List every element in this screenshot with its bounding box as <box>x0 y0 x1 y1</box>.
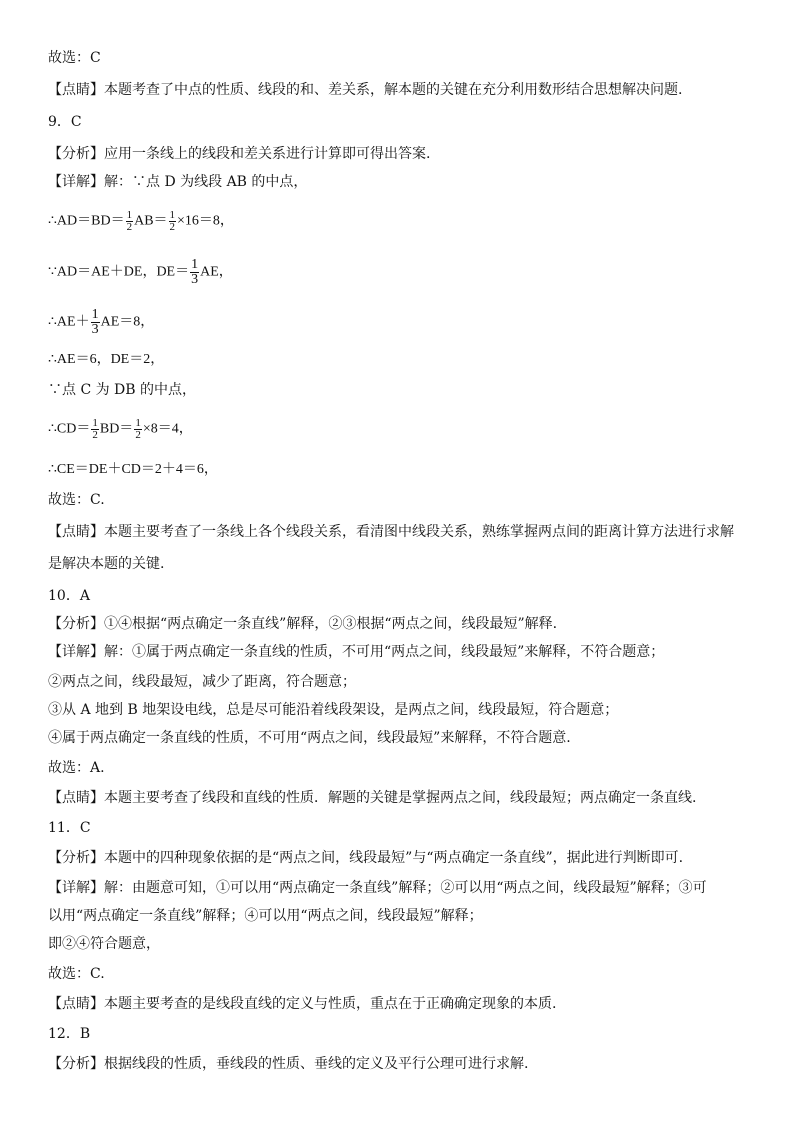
denominator: 2 <box>169 221 176 233</box>
denominator: 3 <box>191 272 199 287</box>
numerator: 1 <box>169 209 176 221</box>
question-number-11: 11．C <box>48 820 91 836</box>
equation-text: AE＝8， <box>100 314 155 330</box>
fraction <box>169 210 177 233</box>
equation-text: ×8＝4， <box>142 421 193 437</box>
fraction <box>190 258 199 287</box>
analysis-line: 【分析】①④根据“两点确定一条直线”解释，②③根据“两点之间，线段最短”解释. <box>48 616 558 632</box>
detail-line: 【详解】解：∵点 D 为线段 AB 的中点， <box>48 174 308 190</box>
comment-line: 【点睛】本题主要考查了一条线上各个线段关系，看清图中线段关系，熟练掌握两点间的距离计算方法进行求解 <box>48 524 734 540</box>
numerator: 1 <box>91 307 99 322</box>
comment-line: 【点睛】本题主要考查的是线段直线的定义与性质，重点在于正确确定现象的本质. <box>48 996 557 1012</box>
analysis-line: 【分析】根据线段的性质，垂线段的性质、垂线的定义及平行公理可进行求解. <box>48 1056 529 1072</box>
detail-line: ④属于两点确定一条直线的性质，不可用“两点之间，线段最短”来解释，不符合题意. <box>48 730 571 746</box>
equation-line <box>48 308 154 337</box>
equation-text: ∴CD＝ <box>48 421 91 437</box>
equation-line <box>48 210 234 233</box>
fraction <box>91 418 99 441</box>
comment-line: 是解决本题的关键. <box>48 556 165 572</box>
equation-line <box>48 258 233 287</box>
equation-text: ∴AE＋ <box>48 314 90 330</box>
numerator: 1 <box>126 209 133 221</box>
detail-line: 即②④符合题意， <box>48 936 160 952</box>
equation-line: ∴AE＝6，DE＝2， <box>48 352 165 367</box>
equation-text: AB＝ <box>134 213 168 229</box>
fraction <box>91 308 100 337</box>
detail-line: 以用“两点确定一条直线”解释；④可以用“两点之间，线段最短”解释； <box>48 908 483 924</box>
denominator: 2 <box>126 221 133 233</box>
question-number-9: 9．C <box>48 114 82 130</box>
comment-line: 【点睛】本题考查了中点的性质、线段的和、差关系，解本题的关键在充分利用数形结合思想解决问题. <box>48 82 683 98</box>
comment-line: 【点睛】本题主要考查了线段和直线的性质．解题的关键是掌握两点之间，线段最短；两点确定一条直线. <box>48 790 697 806</box>
detail-line: 【详解】解：①属于两点确定一条直线的性质，不可用“两点之间，线段最短”来解释，不符合题意； <box>48 644 665 660</box>
denominator: 3 <box>91 322 99 337</box>
detail-line: ③从 A 地到 B 地架设电线，总是尽可能沿着线段架设，是两点之间，线段最短，符合题意； <box>48 702 619 718</box>
answer-line: 故选：C. <box>48 966 105 982</box>
answer-line: 故选：C. <box>48 492 105 508</box>
analysis-line: 【分析】应用一条线上的线段和差关系进行计算即可得出答案. <box>48 146 431 162</box>
equation-text: ×16＝8， <box>177 213 234 229</box>
detail-line: 【详解】解：由题意可知，①可以用“两点确定一条直线”解释；②可以用“两点之间，线段最短”解释；③可 <box>48 880 707 896</box>
question-number-10: 10．A <box>48 588 90 604</box>
fraction <box>134 418 142 441</box>
numerator: 1 <box>191 257 199 272</box>
detail-line: ②两点之间，线段最短，减少了距离，符合题意； <box>48 674 356 690</box>
equation-text: ∵AD＝AE＋DE，DE＝ <box>48 264 190 280</box>
denominator: 2 <box>92 429 98 441</box>
equation-line: ∴CE＝DE＋CD＝2＋4＝6， <box>48 462 218 477</box>
analysis-line: 【分析】本题中的四种现象依据的是“两点之间，线段最短”与“两点确定一条直线”，据此进行判断即可. <box>48 850 684 866</box>
equation-text: AE， <box>200 264 233 280</box>
answer-line: 故选：C <box>48 50 101 66</box>
denominator: 2 <box>135 429 141 441</box>
answer-line: 故选：A. <box>48 760 105 776</box>
fraction <box>126 210 134 233</box>
equation-text: ∴AD＝BD＝ <box>48 213 125 229</box>
equation-line <box>48 418 193 441</box>
numerator: 1 <box>92 417 98 429</box>
detail-line: ∵点 C 为 DB 的中点， <box>48 382 197 398</box>
question-number-12: 12．B <box>48 1026 91 1042</box>
numerator: 1 <box>135 417 141 429</box>
equation-text: BD＝ <box>99 421 134 437</box>
